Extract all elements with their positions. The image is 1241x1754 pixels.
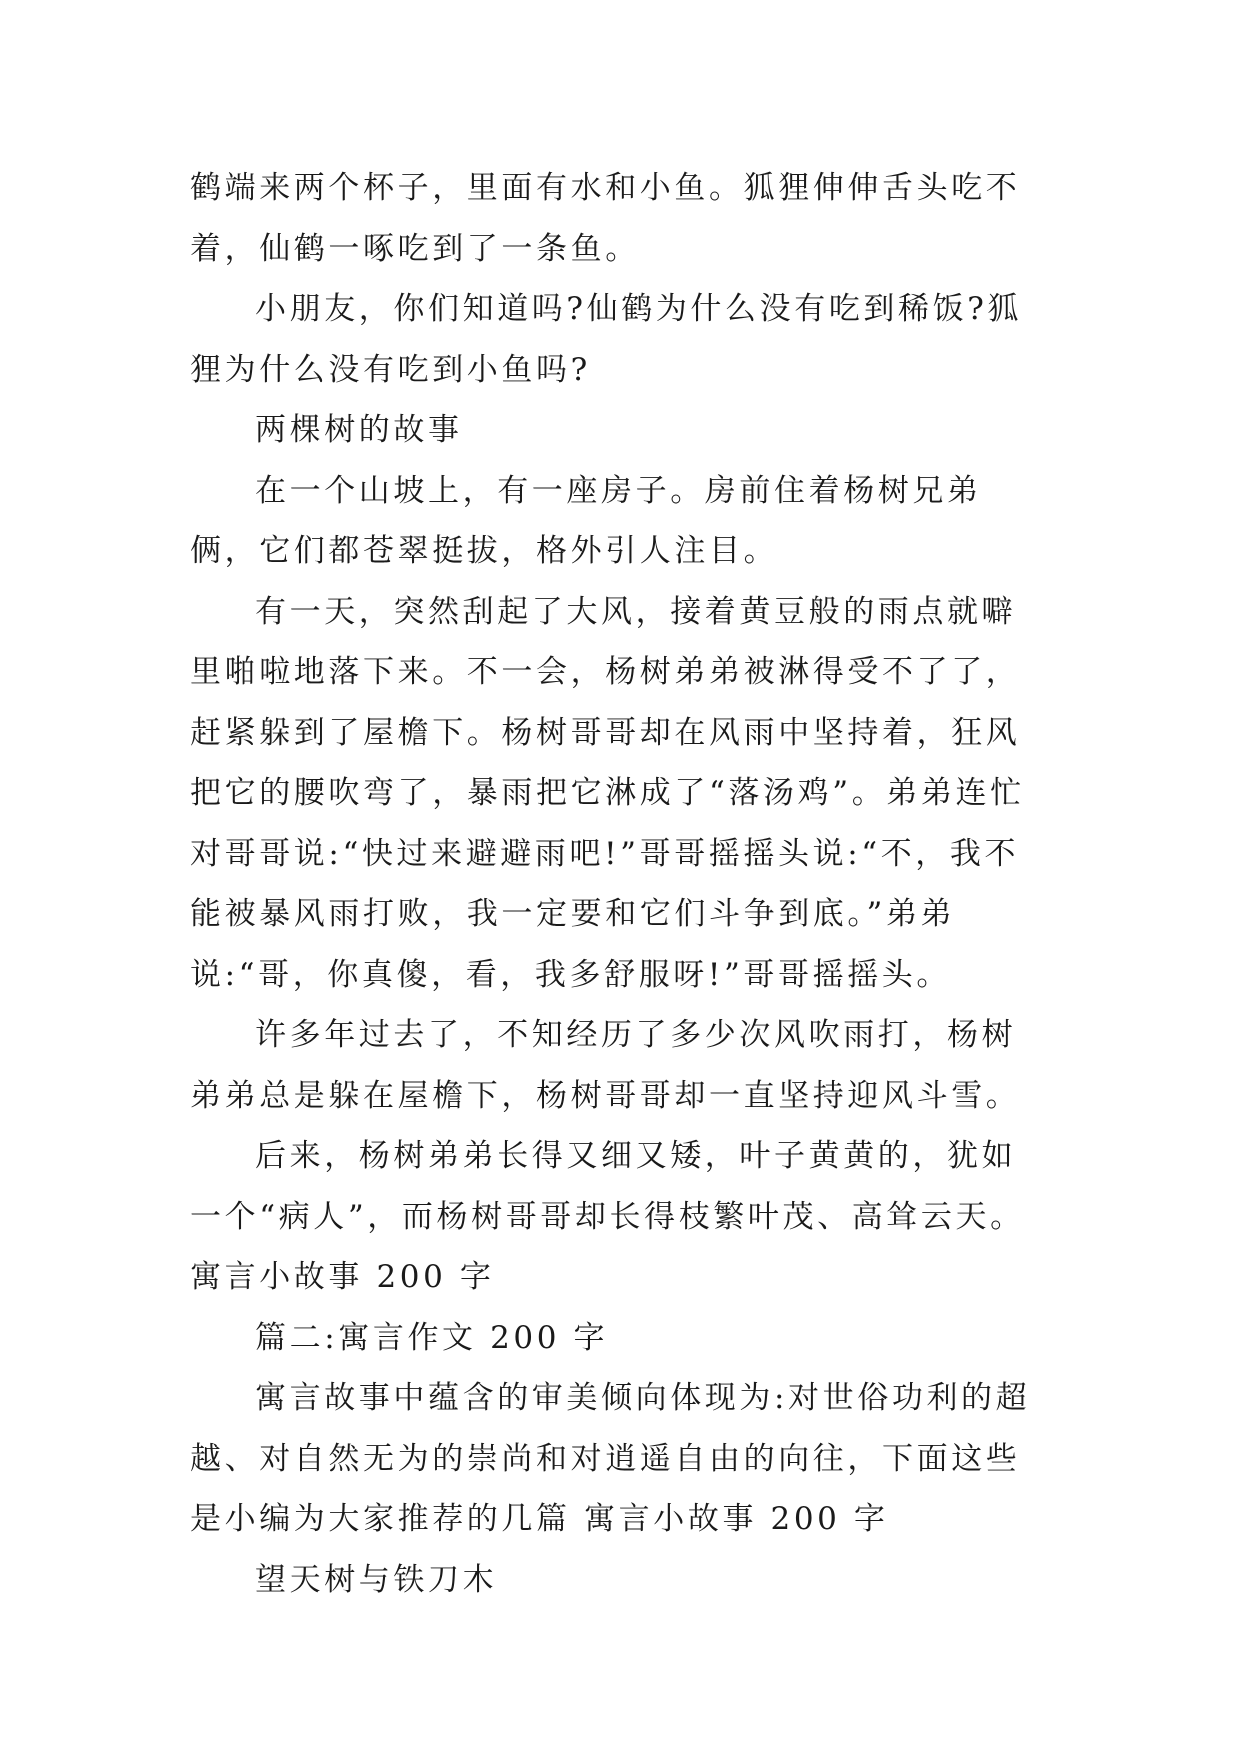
paragraph: 许多年过去了，不知经历了多少次风吹雨打，杨树弟弟总是躲在屋檐下，杨树哥哥却一直坚持迎风斗雪。 — [190, 1017, 1021, 1114]
story-title: 两棵树的故事 — [255, 412, 463, 448]
paragraph-continued: 鹤端来两个杯子，里面有水和小鱼。狐狸伸伸舌头吃不着，仙鹤一啄吃到了一条鱼。 — [190, 170, 1021, 267]
section-heading: 篇二:寓言作文 200 字 — [255, 1319, 609, 1356]
document-body — [190, 158, 1050, 1610]
paragraph: 在一个山坡上，有一座房子。房前住着杨树兄弟俩，它们都苍翠挺拔，格外引人注目。 — [190, 472, 982, 569]
paragraph: 有一天，突然刮起了大风，接着黄豆般的雨点就噼里啪啦地落下来。不一会，杨树弟弟被淋得受不了了，赶紧躲到了屋檐下。杨树哥哥却在风雨中坚持着，狂风把它的腰吹弯了，暴雨把它淋成了“落汤鸡”。弟弟连忙对哥哥说:“快过来避避雨吧!”哥哥摇摇头说:“不，我不能被暴风雨打败，我一定要和它们斗争到底。”弟弟说:“哥，你真傻，看，我多舒服呀!”哥哥摇摇头。 — [190, 593, 1025, 993]
paragraph: 寓言故事中蕴含的审美倾向体现为:对世俗功利的超越、对自然无为的崇尚和对逍遥自由的向往，下面这些是小编为大家推荐的几篇 寓言小故事 200 字 — [190, 1380, 1031, 1537]
paragraph: 后来，杨树弟弟长得又细又矮，叶子黄黄的，犹如一个“病人”，而杨树哥哥却长得枝繁叶茂、高耸云天。 寓言小故事 200 字 — [190, 1138, 1025, 1295]
story-title: 望天树与铁刀木 — [255, 1561, 498, 1598]
paragraph: 小朋友，你们知道吗?仙鹤为什么没有吃到稀饭?狐狸为什么没有吃到小鱼吗? — [190, 291, 1023, 388]
